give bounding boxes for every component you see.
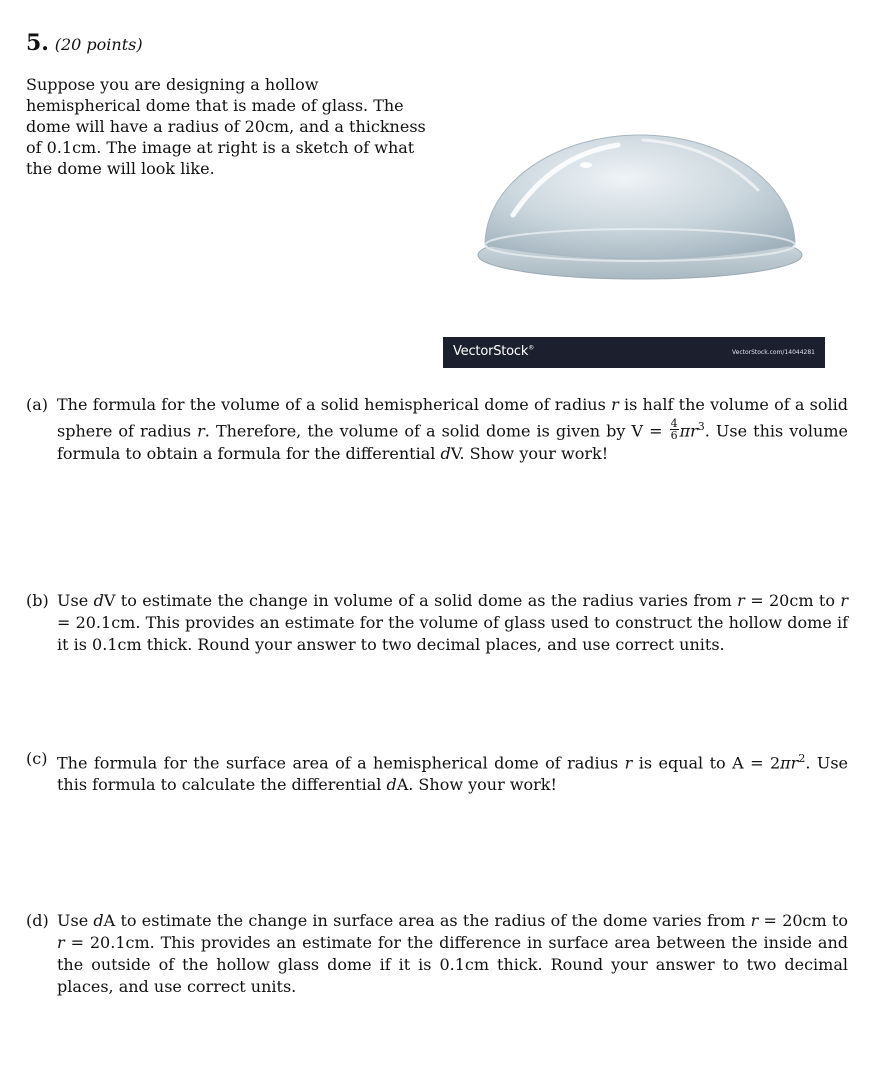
glass-dome-illustration (443, 95, 825, 370)
fraction: $\frac{4}{6}$ (670, 417, 678, 443)
part-a-text: The formula for the volume of a solid hemispherical dome of radius r is half the volume of a solid sphere of radius r. Therefore, the volume of a solid dome is given by V = $\frac{4}{6}$ $\pi r^3$. Use this volume formula to obtain a formula for the differential dV. Show your work! (57, 395, 849, 464)
problem-number: 5. (26, 30, 49, 56)
part-d-text: Use dA to estimate the change in surface area as the radius of the dome varies from r = 20cm to r = 20.1cm. This provides an estimate for the difference in surface area between the inside and the outside of the hollow glass dome if it is 0.1cm thick. Round your answer to two decimal places, and use correct units. (57, 911, 849, 996)
part-b-text: Use dV to estimate the change in volume of a solid dome as the radius varies from r = 20cm to r = 20.1cm. This provides an estimate for the volume of glass used to construct the hollow dome if it is 0.1cm thick. Round your answer to two decimal places, and use correct units. (57, 591, 848, 654)
watermark-bar (443, 337, 825, 368)
part-a-label: (a) (26, 395, 49, 414)
part-c-label: (c) (26, 749, 48, 768)
watermark-brand: VectorStock® (453, 344, 535, 359)
part-b-label: (b) (26, 591, 49, 610)
problem-header (26, 30, 143, 56)
problem-points: (20 points) (54, 35, 143, 54)
part-c-text: The formula for the surface area of a hemispherical dome of radius r is equal to $A = 2\pi r^2$. Use this formula to calculate the differential dA. Show your work! (57, 752, 849, 795)
part-a (26, 394, 848, 465)
part-d-label: (d) (26, 911, 49, 930)
problem-intro: Suppose you are designing a hollow hemispherical dome that is made of glass. The dome will have a radius of 20cm, and a thickness of 0.1cm. The image at right is a sketch of what the dome will look like. (26, 75, 426, 178)
part-c (26, 748, 848, 796)
watermark-url: VectorStock.com/14044281 (731, 349, 815, 356)
part-d (26, 910, 848, 998)
part-b (26, 590, 848, 656)
